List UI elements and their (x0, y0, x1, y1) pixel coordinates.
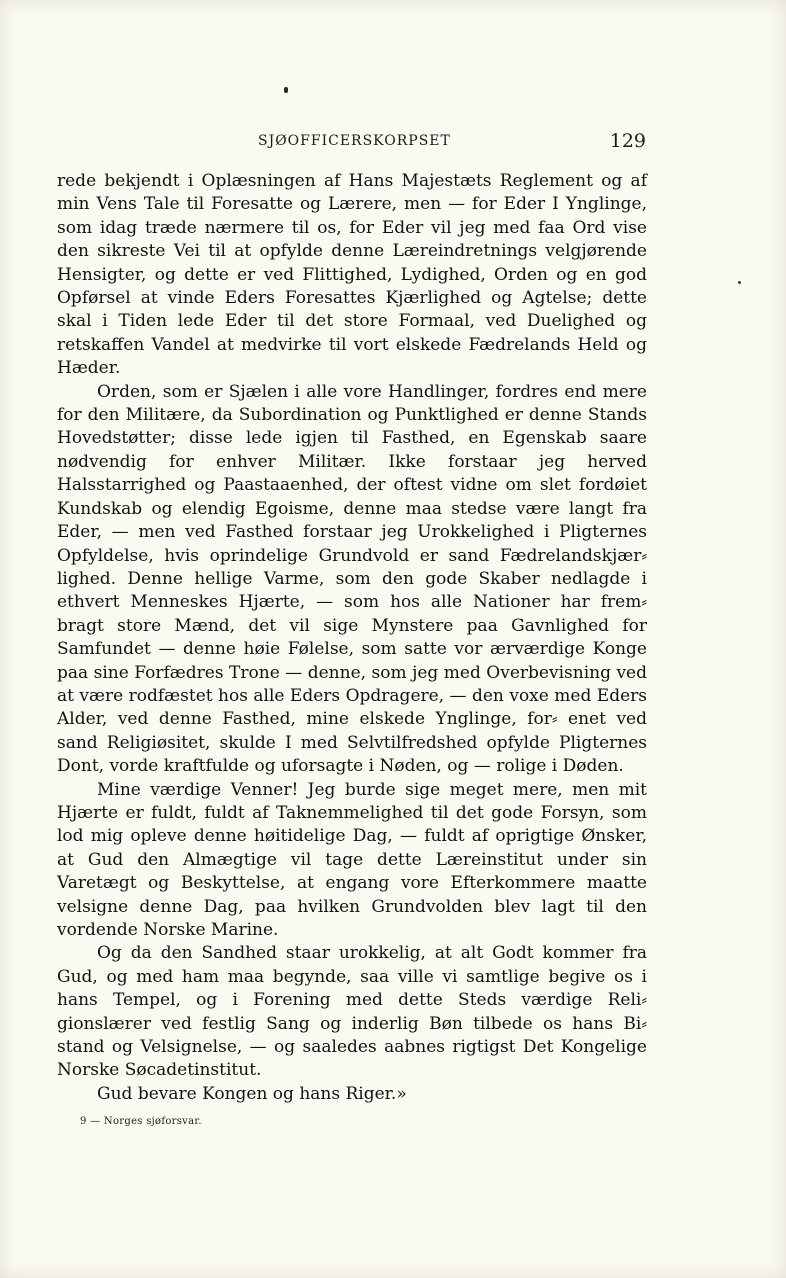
ink-speck (284, 87, 288, 93)
page-number: 129 (609, 130, 646, 152)
signature-line: 9 — Norges sjøforsvar. (80, 1116, 202, 1127)
running-header (80, 130, 646, 156)
edge-speck (738, 281, 741, 284)
paragraph-2: Orden, som er Sjælen i alle vore Handlinger, fordres end mere for den Militære, da Subordination og Punktlighed er denne Stands Hovedstøtter; disse lede igjen til Fasthed, en Egenskab saare nødvendig for enhver Militær. Ikke forstaar jeg herved Halsstarrighed og Paastaaenhed, der oftest vidne om slet fordøiet Kundskab og elendig Egoisme, denne maa stedse være langt fra Eder, — men ved Fasthed forstaar jeg Urokkelighed i Pligternes Opfyldelse, hvis oprindelige Grundvold er sand Fædrelandskjær⸗ lighed. Denne hellige Varme, som den gode Skaber nedlagde i ethvert Menneskes Hjærte, — som hos alle Nationer har frem⸗ bragt store Mænd, det vil sige Mynstere paa Gavnlighed for Samfundet — denne høie Følelse, som satte vor ærværdige Konge paa sine Forfædres Trone — denne, som jeg med Overbevisning ved at være rodfæstet hos alle Eders Opdragere, — den voxe med Eders Alder, ved denne Fasthed, mine elskede Ynglinge, for⸗ enet ved sand Religiøsitet, skulde I med Selvtilfredshed opfylde Pligternes Dont, vorde kraftfulde og uforsagte i Nøden, og — rolige i Døden. (57, 381, 647, 777)
paragraph-4: Og da den Sandhed staar urokkelig, at alt Godt kommer fra Gud, og med ham maa begynde, saa ville vi samtlige begive os i hans Tempel, og i Forening med dette Steds værdige Reli⸗ gionslærer ved festlig Sang og inderlig Bøn tilbede os hans Bi⸗ stand og Velsignelse, — og saaledes aabnes rigtigst Det Kongelige Norske Søcadetinstitut. (57, 943, 647, 1081)
body-text (57, 170, 647, 1106)
paragraph-3: Mine værdige Venner! Jeg burde sige meget mere, men mit Hjærte er fuldt, fuldt af Taknemmelighed til det gode Forsyn, som lod mig opleve denne høitidelige Dag, — fuldt af oprigtige Ønsker, at Gud den Almægtige vil tage dette Læreinstitut under sin Varetægt og Beskyttelse, at engang vore Efterkommere maatte velsigne denne Dag, paa hvilken Grundvolden blev lagt til den vordende Norske Marine. (57, 779, 647, 940)
running-title: SJØOFFICERSKORPSET (258, 133, 451, 149)
paragraph-5: Gud bevare Kongen og hans Riger.» (97, 1083, 407, 1104)
paragraph-1: rede bekjendt i Oplæsningen af Hans Majestæts Reglement og af min Vens Tale til Foresatte og Lærere, men — for Eder I Ynglinge, som idag træde nærmere til os, for Eder vil jeg med faa Ord vise den sikreste Vei til at opfylde denne Læreindretnings velgjørende Hensigter, og dette er ved Flittighed, Lydighed, Orden og en god Opførsel at vinde Eders Foresattes Kjærlighed og Agtelse; dette skal i Tiden lede Eder til det store Formaal, ved Duelighed og retskaffen Vandel at medvirke til vort elskede Fædrelands Held og Hæder. (57, 171, 647, 379)
